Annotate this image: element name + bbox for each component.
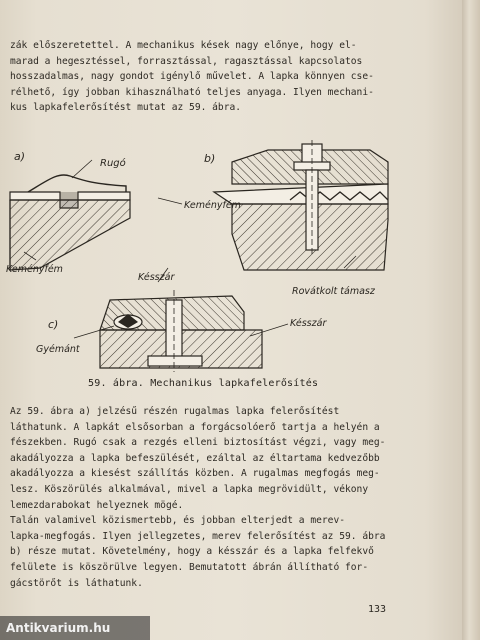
text-line: marad a hegesztéssel, forrasztással, ragasztással kapcsolatos — [10, 55, 363, 67]
text-line: felülete is köszörülve legyen. Bemutatott ábrán állítható for- — [10, 561, 369, 573]
top-paragraph — [10, 38, 450, 116]
text-line: gácstörőt is láthatunk. — [10, 577, 143, 589]
text-line: láthatunk. A lapkát elsősorban a forgácsolóerő tartja a helyén a — [10, 421, 380, 433]
figure-caption: 59. ábra. Mechanikus lapkafelerősítés — [88, 378, 319, 389]
label-kemenyfem-top: Keményfém — [184, 200, 241, 211]
text-line: hosszadalmas, nagy gondot igénylő művelet. A lapka könnyen cse- — [10, 71, 374, 83]
text-line: lapka-megfogás. Ilyen jellegzetes, merev felerősítést az 59. ábra — [10, 530, 386, 542]
body-text — [10, 404, 450, 591]
page-number: 133 — [368, 604, 387, 615]
label-rugo: Rugó — [100, 158, 126, 169]
text-line: zák előszeretettel. A mechanikus kések nagy előnye, hogy el- — [10, 40, 357, 51]
technical-drawing — [0, 140, 462, 390]
label-kemenyfem-left: Keményfém — [6, 264, 63, 275]
figure-59 — [0, 140, 462, 390]
label-keszar-right: Késszár — [290, 318, 327, 329]
text-line: lesz. Köszörülés alkalmával, mivel a lapka megrövidült, vékony — [10, 483, 369, 495]
text-line: akadályozza a kiesést szállítás közben. A rugalmas megfogás meg- — [10, 468, 380, 480]
drawing-c — [100, 290, 262, 372]
label-rovatkolt-tamasz: Rovátkolt támasz — [292, 286, 375, 297]
label-gyemant: Gyémánt — [36, 344, 80, 355]
page-edge — [462, 0, 480, 640]
text-line: kus lapkafelerősítést mutat az 59. ábra. — [10, 102, 242, 114]
text-line: Az 59. ábra a) jelzésű részén rugalmas lapka felerősítést — [10, 406, 340, 417]
label-keszar-mid: Késszár — [138, 272, 175, 283]
text-line: fészekben. Rugó csak a rezgés elleni biztosítást végzi, vagy meg- — [10, 437, 386, 449]
watermark-logo: Antikvarium.hu — [0, 616, 150, 640]
text-line: b) része mutat. Követelmény, hogy a késszár és a lapka felfekvő — [10, 546, 374, 558]
label-c: c) — [48, 318, 59, 331]
text-line: rélhető, így jobban kihasználható teljes anyaga. Ilyen mechani- — [10, 86, 374, 98]
text-line: Talán valamivel közismertebb, és jobban elterjedt a merev- — [10, 515, 346, 527]
drawing-a — [10, 175, 130, 270]
text-line: akadályozza a lapka befeszülését, ezáltal az éltartama kedvezőbb — [10, 452, 380, 464]
label-b: b) — [204, 152, 216, 165]
label-a: a) — [14, 150, 26, 163]
text-line: lemezdarabokat helyeznek mögé. — [10, 499, 184, 511]
